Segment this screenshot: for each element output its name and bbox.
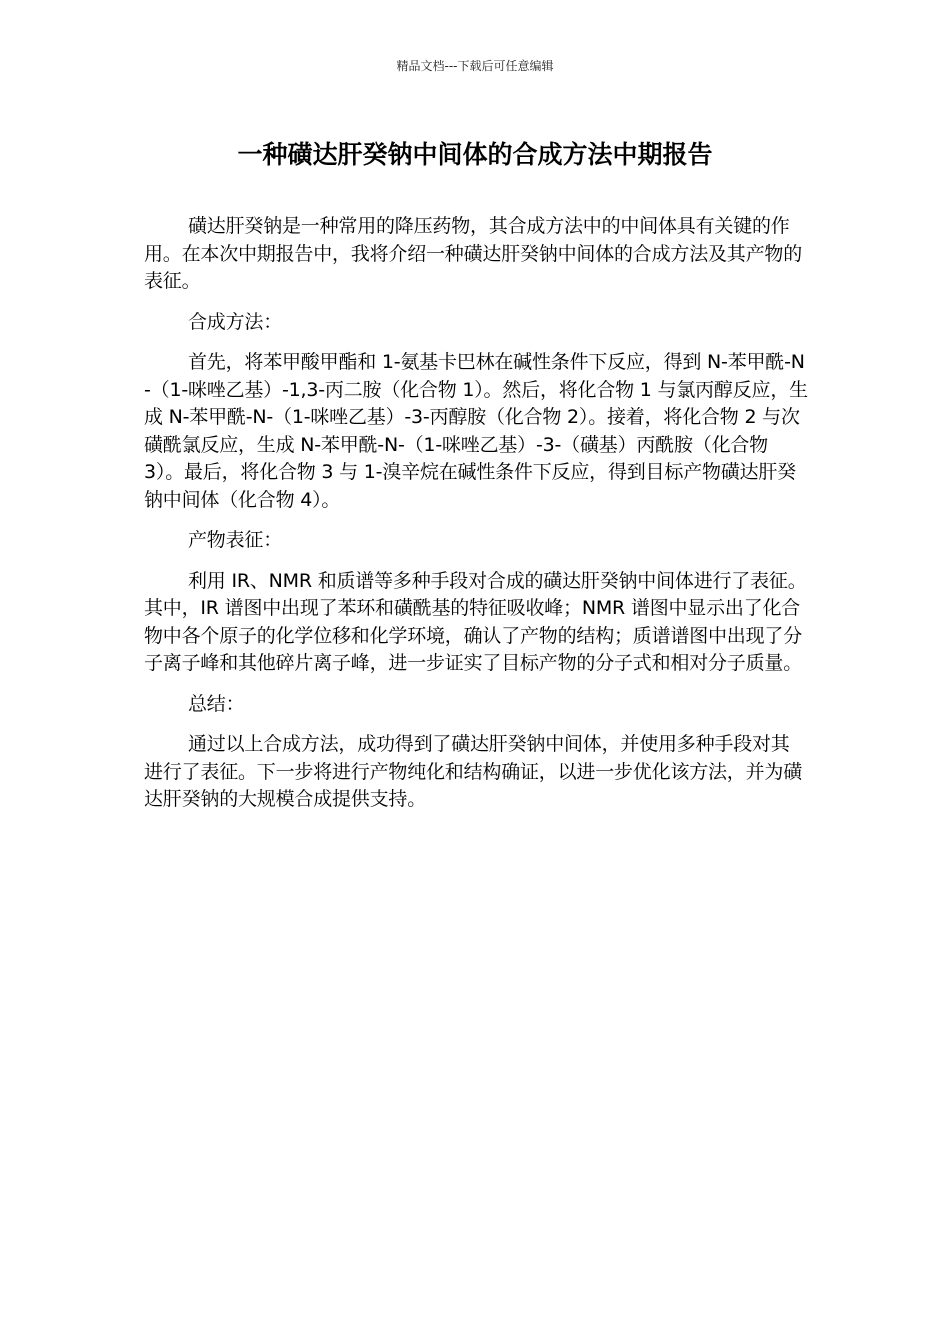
characterization-paragraph: 利用 IR、NMR 和质谱等多种手段对合成的磺达肝癸钠中间体进行了表征。其中，IR 谱图中出现了苯环和磺酰基的特征吸收峰；NMR 谱图中显示出了化合物中各个原子的化学位移和化学环境，确认了产物的结构；质谱谱图中出现了分子离子峰和其他碎片离子峰，进一步证实了目标产物的分子式和相对分子质量。: [144, 569, 807, 674]
summary-paragraph: 通过以上合成方法，成功得到了磺达肝癸钠中间体，并使用多种手段对其进行了表征。下一步将进行产物纯化和结构确证，以进一步优化该方法，并为磺达肝癸钠的大规模合成提供支持。: [144, 733, 803, 810]
document-body: [144, 213, 808, 827]
section-heading-synthesis: 合成方法：: [188, 310, 283, 333]
synthesis-paragraph: 首先，将苯甲酸甲酯和 1-氨基卡巴林在碱性条件下反应，得到 N-苯甲酰-N-（1-咪唑乙基）-1,3-丙二胺（化合物 1）。然后，将化合物 1 与氯丙醇反应，生成 N-苯甲酰-N-（1-咪唑乙基）-3-丙醇胺（化合物 2）。接着，将化合物 2 与次磺酰氯反应，生成 N-苯甲酰-N-（1-咪唑乙基）-3-（磺基）丙酰胺（化合物 3）。最后，将化合物 3 与 1-溴辛烷在碱性条件下反应，得到目标产物磺达肝癸钠中间体（化合物 4）。: [144, 351, 808, 511]
document-title: 一种磺达肝癸钠中间体的合成方法中期报告: [237, 140, 713, 169]
section-heading-summary: 总结：: [188, 692, 245, 715]
section-heading-characterization: 产物表征：: [188, 529, 283, 551]
intro-paragraph: 磺达肝癸钠是一种常用的降压药物，其合成方法中的中间体具有关键的作用。在本次中期报告中，我将介绍一种磺达肝癸钠中间体的合成方法及其产物的表征。: [144, 215, 803, 292]
header-note: 精品文档---下载后可任意编辑: [396, 59, 554, 73]
